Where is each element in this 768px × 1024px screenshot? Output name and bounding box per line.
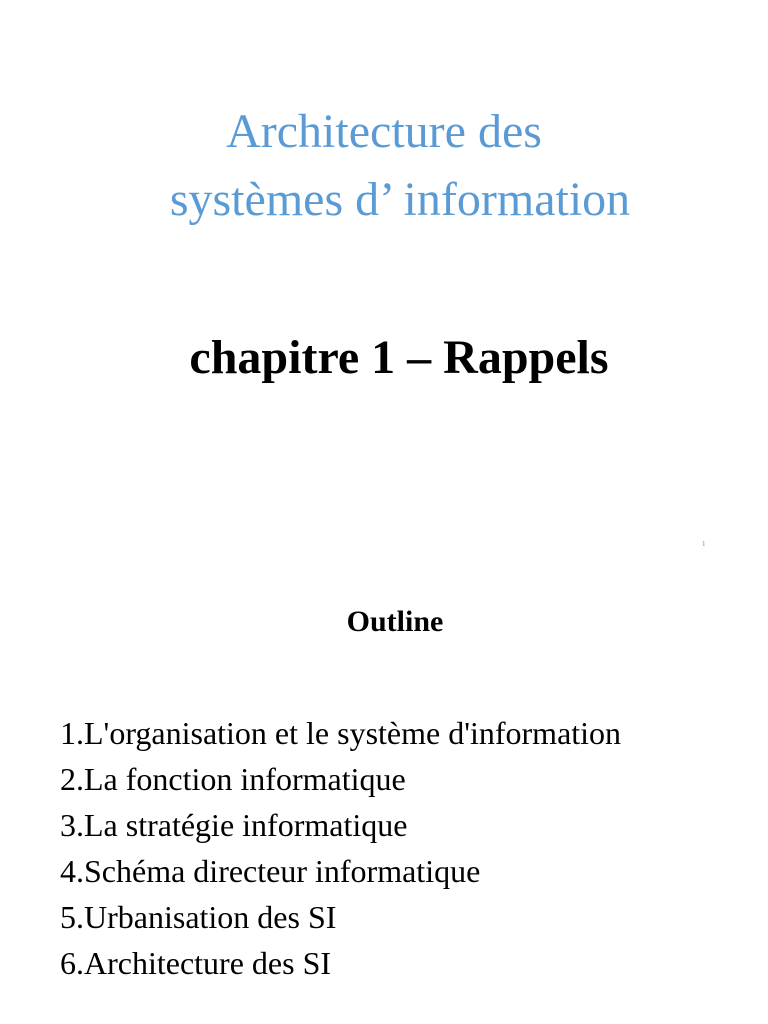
slide-page-number: 1 (702, 540, 706, 548)
course-title (0, 98, 768, 234)
outline-item: 6.Architecture des SI (60, 945, 332, 981)
chapter-title: chapitre 1 – Rappels (189, 331, 609, 384)
course-title-line-2: systèmes d’ information (169, 173, 631, 226)
outline-list (60, 710, 621, 986)
course-title-line-1: Architecture des (226, 105, 542, 158)
outline-item: 3.La stratégie informatique (60, 807, 408, 843)
outline-slide (0, 570, 768, 1024)
outline-item: 4.Schéma directeur informatique (60, 853, 481, 889)
outline-heading: Outline (346, 605, 444, 638)
outline-item: 5.Urbanisation des SI (60, 899, 337, 935)
outline-item: 2.La fonction informatique (60, 761, 406, 797)
outline-item: 1.L'organisation et le système d'information (60, 715, 622, 751)
